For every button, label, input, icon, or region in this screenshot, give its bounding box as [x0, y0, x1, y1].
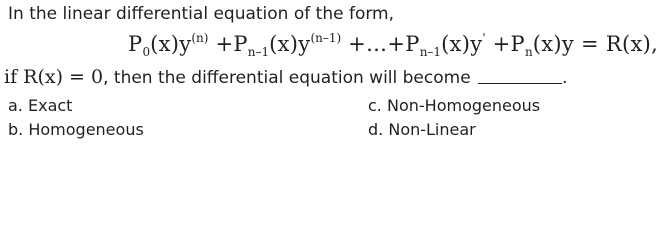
eq-p1-subscript: n–1 [247, 45, 270, 59]
eq-term2-superscript: (n–1) [310, 31, 342, 45]
option-text: Non-Homogeneous [386, 96, 541, 115]
option-text: Non-Linear [388, 120, 476, 139]
option-c[interactable] [368, 96, 540, 116]
eq-p2-subscript: n–1 [419, 45, 442, 59]
option-b[interactable] [8, 120, 144, 140]
eq-term1: (x)y [150, 32, 192, 56]
question-intro: In the linear differential equation of the form, [8, 4, 394, 24]
answer-blank [478, 69, 562, 84]
option-d[interactable] [368, 120, 476, 140]
eq-term3-superscript: ' [482, 31, 486, 45]
eq-plus1: +P [208, 32, 248, 56]
condition-expression: if R(x) = 0 [4, 66, 104, 88]
eq-plus2: +P [485, 32, 525, 56]
option-text: Exact [27, 96, 73, 115]
eq-term1-superscript: (n) [191, 31, 209, 45]
eq-tail: (x)y = R(x), [532, 32, 658, 56]
eq-term2: (x)y [269, 32, 311, 56]
option-letter: b. [8, 120, 24, 139]
eq-middle: +…+P [341, 32, 420, 56]
eq-p0: P [128, 32, 143, 56]
question-condition-line [4, 67, 567, 88]
option-text: Homogeneous [28, 120, 144, 139]
option-letter: d. [368, 120, 384, 139]
eq-term3: (x)y [441, 32, 483, 56]
eq-p0-subscript: 0 [142, 45, 151, 59]
eq-p3-subscript: n [524, 45, 533, 59]
differential-equation [128, 31, 658, 57]
option-letter: a. [8, 96, 23, 115]
option-letter: c. [368, 96, 382, 115]
condition-text: , then the differential equation will become [103, 68, 471, 88]
option-a[interactable] [8, 96, 72, 116]
end-mark: . [562, 68, 568, 88]
